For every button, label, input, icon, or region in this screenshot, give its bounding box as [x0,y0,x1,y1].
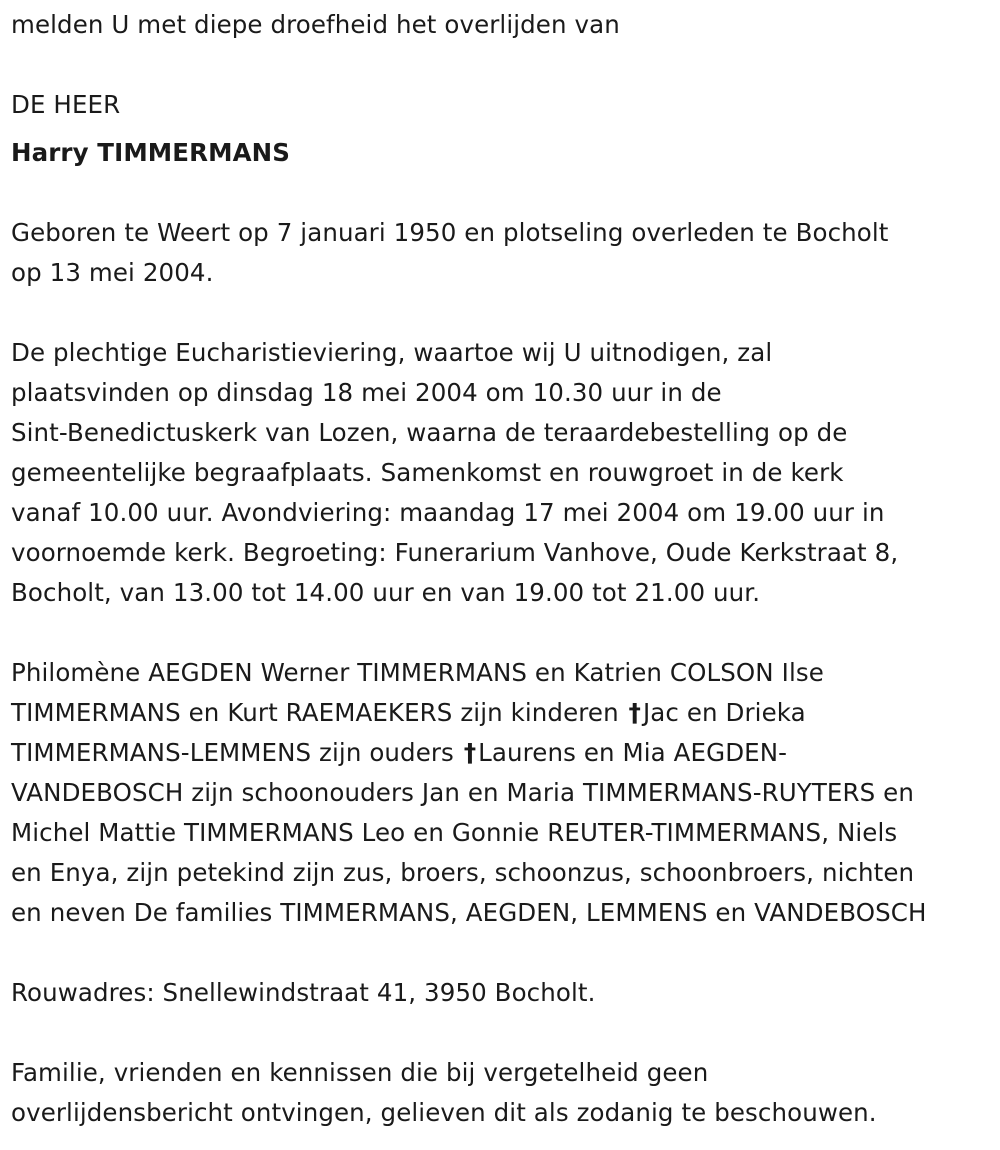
salutation: DE HEER [11,90,121,119]
family-line-2 [11,698,806,728]
family-line-5: Michel Mattie TIMMERMANS Leo en Gonnie REUTER-TIMMERMANS, Niels [11,818,898,847]
ceremony-line-7: Bocholt, van 13.00 tot 14.00 uur en van 19.00 tot 21.00 uur. [11,578,761,607]
intro-text: melden U met diepe droefheid het overlijden van [11,10,620,39]
ceremony-line-4: gemeentelijke begraafplaats. Samenkomst en rouwgroet in de kerk [11,458,844,487]
family-line-2-text-a: TIMMERMANS en Kurt RAEMAEKERS zijn kinderen [11,698,619,727]
ceremony-line-1: De plechtige Eucharistieviering, waartoe wij U uitnodigen, zal [11,338,773,367]
family-line-3-text-a: TIMMERMANS-LEMMENS zijn ouders [11,738,454,767]
family-line-2-text-b: Jac en Drieka [642,698,806,727]
closing-line-1: Familie, vrienden en kennissen die bij vergetelheid geen [11,1058,709,1087]
deceased-name: Harry TIMMERMANS [11,138,290,167]
birth-death-line-2: op 13 mei 2004. [11,258,214,287]
ceremony-line-3: Sint-Benedictuskerk van Lozen, waarna de teraardebestelling op de [11,418,848,447]
family-line-3 [11,738,787,768]
ceremony-line-5: vanaf 10.00 uur. Avondviering: maandag 17 mei 2004 om 19.00 uur in [11,498,885,527]
mourning-address: Rouwadres: Snellewindstraat 41, 3950 Bocholt. [11,978,596,1007]
ceremony-line-2: plaatsvinden op dinsdag 18 mei 2004 om 10.30 uur in de [11,378,722,407]
family-line-6: en Enya, zijn petekind zijn zus, broers, schoonzus, schoonbroers, nichten [11,858,915,887]
family-line-1: Philomène AEGDEN Werner TIMMERMANS en Katrien COLSON Ilse [11,658,824,687]
cross-icon: † [628,698,641,727]
family-line-7: en neven De families TIMMERMANS, AEGDEN, LEMMENS en VANDEBOSCH [11,898,927,927]
closing-line-2: overlijdensbericht ontvingen, gelieven dit als zodanig te beschouwen. [11,1098,877,1127]
family-line-4: VANDEBOSCH zijn schoonouders Jan en Maria TIMMERMANS-RUYTERS en [11,778,914,807]
birth-death-line-1: Geboren te Weert op 7 januari 1950 en plotseling overleden te Bocholt [11,218,889,247]
family-line-3-text-b: Laurens en Mia AEGDEN- [478,738,788,767]
cross-icon: † [463,738,477,767]
ceremony-line-6: voornoemde kerk. Begroeting: Funerarium Vanhove, Oude Kerkstraat 8, [11,538,899,567]
